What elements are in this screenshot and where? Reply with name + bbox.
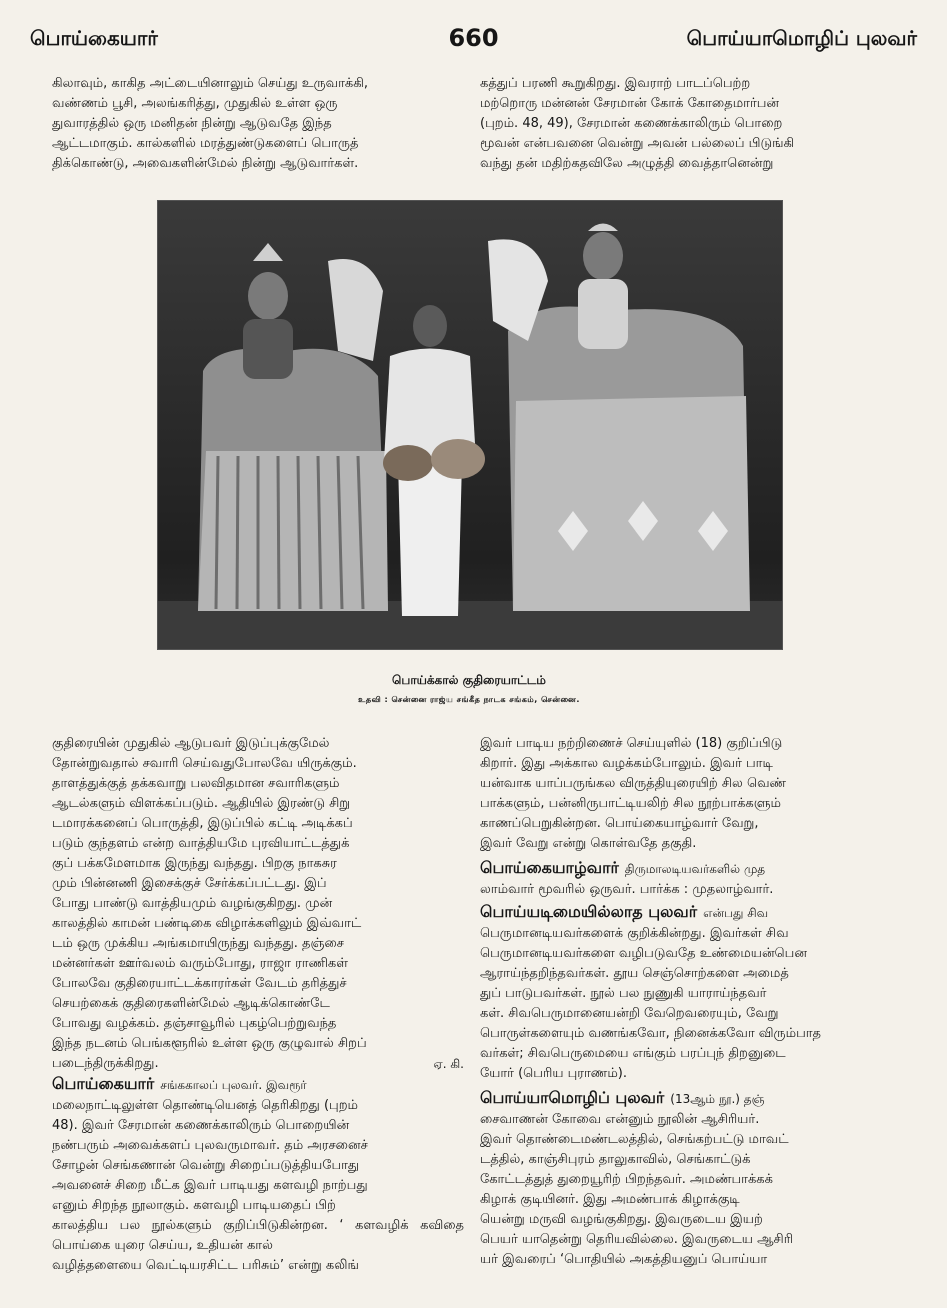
entry-heading-line (480, 858, 892, 880)
text-line: வழித்தளையை வெட்டியரசிட்ட பரிசும்’ என்று கலிங் (52, 1258, 359, 1273)
text-line: (புறம். 48, 49), சேரமான் கணைக்காலிரும் பொறை (480, 116, 783, 131)
entry-lead: என்பது சிவ (703, 906, 769, 920)
top-right-column (480, 74, 890, 174)
text-line: குதிரையின் முதுகில் ஆடுபவர் இடுப்புக்குமேல் (52, 736, 330, 751)
running-head-left: பொய்கையார் (30, 26, 158, 50)
text-line: 48). இவர் சேரமான் கணைக்காலிரும் பொறையின் (52, 1118, 350, 1133)
entry-title-poyyadimai: பொய்யடிமையில்லாத புலவர் (480, 902, 698, 921)
text-line: தோன்றுவதால் சவாரி செய்வதுபோலவே யிருக்கும். (52, 756, 357, 771)
text-line: பெருமானடியவர்களைக் குறிக்கின்றது. இவர்கள் சிவ (480, 926, 789, 941)
photograph-illustration (158, 201, 782, 649)
text-line: பாக்களும், பன்னிருபாட்டியலிற் சில நூற்பாக்களும் (480, 796, 781, 811)
entry-heading-line (480, 1088, 892, 1110)
text-line: சோழன் செங்கணான் வென்று சிறைப்படுத்தியபோது (52, 1158, 360, 1173)
text-line: ஆட்டமாகும். கால்களில் மரத்துண்டுகளைப் பொருத் (52, 136, 359, 151)
entry-title-poykaiyalvar: பொய்கையாழ்வார் (480, 858, 619, 877)
text-line: எனும் சிறந்த நூலாகும். களவழி பாடியதைப் பிற் (52, 1198, 336, 1213)
text-line: லாம்வார் மூவரில் ஒருவர். பார்க்க : முதலாழ்வார். (480, 882, 774, 897)
text-line: பெயர் யாதென்று தெரியவில்லை. இவருடைய ஆசிரி (480, 1232, 794, 1247)
text-line: கத்துப் பரணி கூறுகிறது. இவராற் பாடப்பெற்ற (480, 76, 751, 91)
text-line: படும் குந்தளம் என்ற வாத்தியமே புரவியாட்டத்துக் (52, 836, 350, 851)
text-line: இவர் வேறு என்று கொள்வதே தகுதி. (480, 836, 697, 851)
text-line: மன்னர்கள் ஊர்வலம் வரும்போது, ராஜா ராணிகள் (52, 956, 348, 971)
text-line: அவனைச் சிறை மீட்க இவர் பாடியது களவழி நாற்பது (52, 1178, 368, 1193)
text-line: பொருள்களையும் வணங்கவோ, நினைக்கவோ விரும்பாத (480, 1026, 821, 1041)
text-line: போவது வழக்கம். தஞ்சாவூரில் புகழ்பெற்றுவந்த (52, 1016, 337, 1031)
text-line: வர்கள்; சிவபெருமையை எங்கும் பரப்புந் திறனுடை (480, 1046, 786, 1061)
text-line: யென்று மருவி வழங்குகிறது. இவருடைய இயற் (480, 1212, 763, 1227)
dance-photograph (157, 200, 783, 650)
text-line: யோர் (பெரிய புராணம்). (480, 1066, 627, 1081)
text-line: ஆடல்களும் விளக்கப்படும். ஆதியில் இரண்டு சிறு (52, 796, 351, 811)
text-line: செயற்கைக் குதிரைகளின்மேல் ஆடிக்கொண்டே (52, 996, 330, 1011)
top-left-column (52, 74, 462, 174)
entry-title-poyyamozhi: பொய்யாமொழிப் புலவர் (480, 1088, 665, 1107)
text-line: இந்த நடனம் பெங்களூரில் உள்ள ஒரு குழுவால் சிறப் (52, 1036, 367, 1051)
text-line: கோட்டத்துத் துறையூரிற் பிறந்தவர். அமண்பாக்கக் (480, 1172, 773, 1187)
text-line: தாளத்துக்குத் தக்கவாறு பலவிதமான சவாரிகளும் (52, 776, 340, 791)
text-line: யன்வாக யாப்பருங்கல விருத்தியுரையிற் சில வெண் (480, 776, 787, 791)
text-line: யர் இவரைப் ‘பொதியில் அகத்தியனுப் பொய்யா (480, 1252, 768, 1267)
entry-lead: சங்ககாலப் புலவர். இவரூர் (160, 1078, 307, 1092)
text-line: காலத்தில் காமன் பண்டிகை விழாக்களிலும் இவ்வாட் (52, 916, 362, 931)
text-line: குப் பக்கமேளமாக இருந்து வந்தது. பிறகு நாகசுர (52, 856, 337, 871)
text-line: வண்ணம் பூசி, அலங்கரித்து, முதுகில் உள்ள ஒரு (52, 96, 338, 111)
text-line: கிறார். இது அக்கால வழக்கம்போலும். இவர் பாடி (480, 756, 773, 771)
figure-caption: பொய்க்கால் குதிரையாட்டம் (392, 673, 546, 687)
text-line: இவர் பாடிய நற்றிணைச் செய்யுளில் (18) குறிப்பிடு (480, 736, 783, 751)
text-line: பெருமானடியவர்களை வழிபடுவதே உண்மையன்பென (480, 946, 807, 961)
figure-credit: உதவி : சென்னை ராஜ்ய சங்கீத நாடக சங்கம், சென்னை. (358, 695, 580, 704)
text-line: மற்றொரு மன்னன் சேரமான் கோக் கோதைமார்பன் (480, 96, 780, 111)
text-line: போது பாண்டு வாத்தியமும் வழங்குகிறது. முன் (52, 896, 333, 911)
text-line: இவர் தொண்டைமண்டலத்தில், செங்கற்பட்டு மாவட் (480, 1132, 789, 1147)
entry-heading-line (52, 1074, 464, 1096)
entry-lead: திருமாலடியவர்களில் முத (624, 862, 766, 876)
text-line (52, 1054, 464, 1074)
text-line: கிலாவும், காகித அட்டையினாலும் செய்து உருவாக்கி, (52, 76, 368, 91)
text-line: போலவே குதிரையாட்டக்காரர்கள் வேடம் தரித்துச் (52, 976, 347, 991)
text-line: டம் ஒரு முக்கிய அங்கமாயிருந்து வந்தது. தஞ்சை (52, 936, 344, 951)
text-line: திக்கொண்டு, அவைகளின்மேல் நின்று ஆடுவார்கள். (52, 156, 359, 171)
text-line: துப் பாடுபவர்கள். நூல் பல நுணுகி யாராய்ந்தவர் (480, 986, 767, 1001)
entry-title-poykaiyar: பொய்கையார் (52, 1074, 155, 1093)
page-header (30, 26, 917, 66)
bottom-left-column (52, 734, 464, 1276)
text-line: கிழாக் குடியினர். இது அமண்பாக் கிழாக்குடி (480, 1192, 740, 1207)
text-line: சைவாணன் கோவை என்னும் நூலின் ஆசிரியர். (480, 1112, 760, 1127)
text-line: டமாரக்கனைப் பொருத்தி, இடுப்பில் கட்டி அடிக்கப் (52, 816, 353, 831)
text-line: மலைநாட்டிலுள்ள தொண்டியெனத் தெரிகிறது (புறம் (52, 1098, 359, 1113)
entry-heading-line (480, 902, 892, 924)
author-signature: ஏ. கி. (433, 1057, 464, 1071)
text-line: வந்து தன் மதிற்கதவிலே அழுத்தி வைத்தானென்று (480, 156, 774, 171)
entry-lead: (13ஆம் நூ.) தஞ் (670, 1092, 765, 1106)
text-line: மூவன் என்பவனை வென்று அவன் பல்லைப் பிடுங்கி (480, 136, 795, 151)
text-line: காலத்திய பல நூல்களும் குறிப்பிடுகின்றன. ‘ களவழிக் கவிதை பொய்கை யுரை செய்ய, உதியன் கால் (52, 1218, 464, 1253)
text-line: நண்பரும் அவைக்களப் புலவருமாவர். தம் அரசனைச் (52, 1138, 368, 1153)
text-line: டத்தில், காஞ்சிபுரம் தாலுகாவில், செங்காட்டுக் (480, 1152, 751, 1167)
text-line: ஆராய்ந்தறிந்தவர்கள். தூய செஞ்சொற்களை அமைத் (480, 966, 789, 981)
bottom-right-column (480, 734, 892, 1270)
running-head-right: பொய்யாமொழிப் புலவர் (686, 26, 917, 50)
page-number: 660 (448, 24, 499, 52)
text-line-content: படைந்திருக்கிறது. (52, 1056, 159, 1071)
text-line: துவாரத்தில் ஒரு மனிதன் நின்று ஆடுவதே இந்த (52, 116, 332, 131)
text-line: காணப்பெறுகின்றன. பொய்கையாழ்வார் வேறு, (480, 816, 759, 831)
text-line: கள். சிவபெருமானையன்றி வேறெவரையும், வேறு (480, 1006, 779, 1021)
text-line: மும் பின்னணி இசைக்குச் சேர்க்கப்பட்டது. இப் (52, 876, 327, 891)
